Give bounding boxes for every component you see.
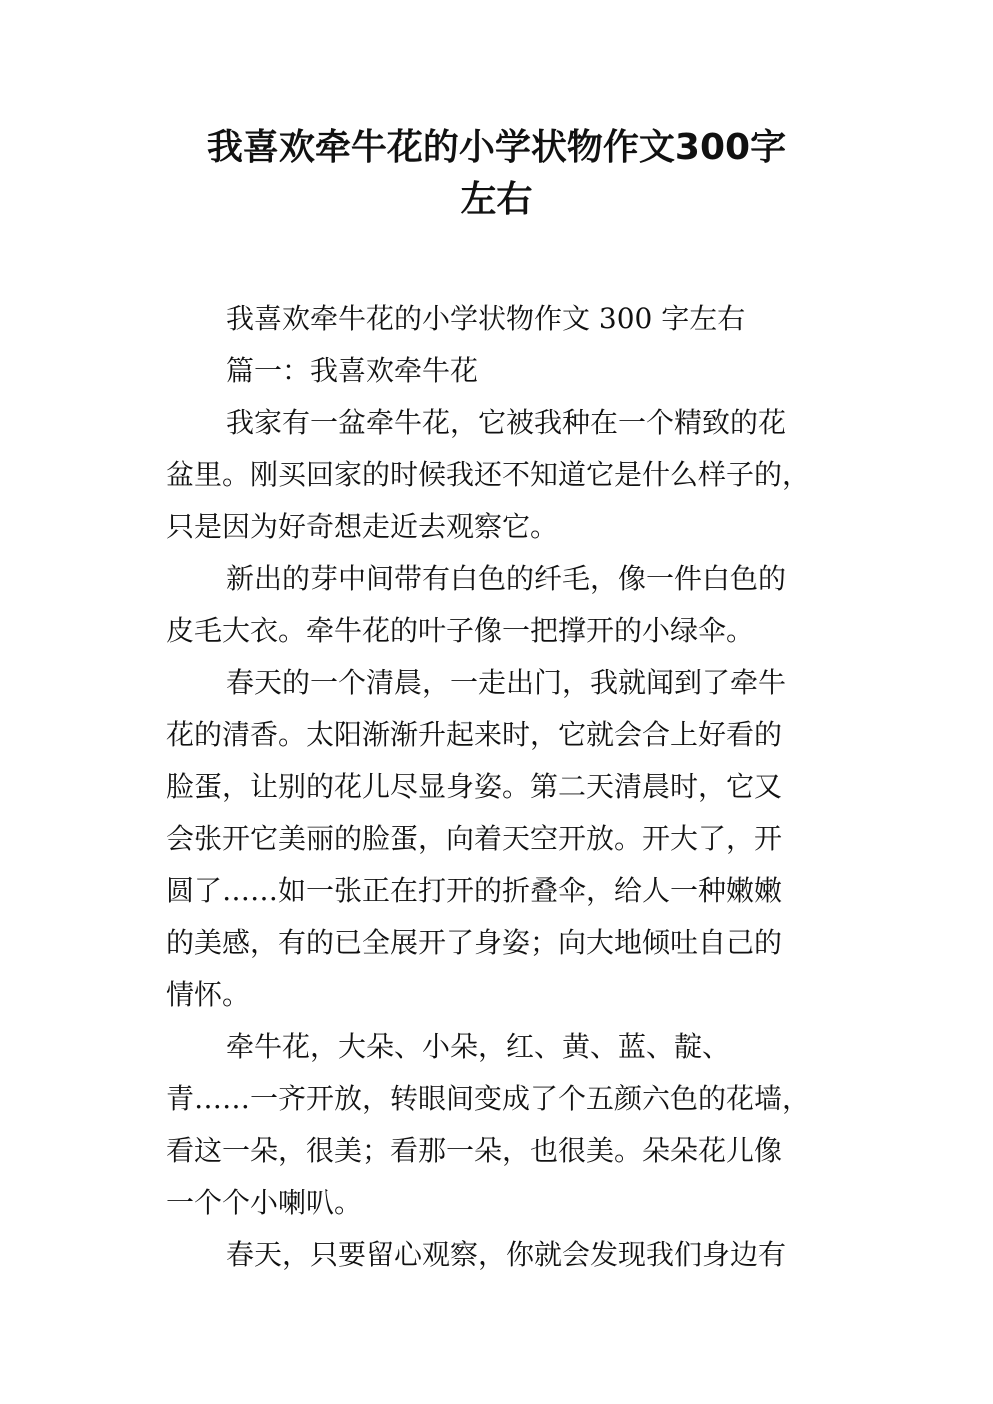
paragraph: [166, 397, 866, 553]
paragraph: [166, 1021, 866, 1229]
document-body: [166, 293, 866, 1281]
title-line: 我喜欢牵牛花的小学状物作文300字: [206, 127, 787, 168]
document-title: [0, 122, 993, 226]
paragraph-line: 新出的芽中间带有白色的纤毛，像一件白色的: [226, 562, 787, 595]
paragraph-line: 圆了……如一张正在打开的折叠伞，给人一种嫩嫩: [166, 874, 783, 907]
paragraph-line: 盆里。刚买回家的时候我还不知道它是什么样子的，: [166, 458, 811, 491]
paragraph-line: 我喜欢牵牛花的小学状物作文 300 字左右: [226, 302, 746, 335]
paragraph-line: 篇一：我喜欢牵牛花: [226, 354, 479, 387]
paragraph: [166, 1229, 866, 1281]
paragraph-line: 春天的一个清晨，一走出门，我就闻到了牵牛: [226, 666, 787, 699]
paragraph: [166, 657, 866, 1021]
paragraph-line: 花的清香。太阳渐渐升起来时，它就会合上好看的: [166, 718, 783, 751]
paragraph-line: 牵牛花，大朵、小朵，红、黄、蓝、靛、: [226, 1030, 731, 1063]
paragraph-line: 只是因为好奇想走近去观察它。: [166, 510, 559, 543]
paragraph-line: 情怀。: [166, 978, 251, 1011]
paragraph-line: 会张开它美丽的脸蛋，向着天空开放。开大了，开: [166, 822, 783, 855]
paragraph: [166, 293, 866, 345]
paragraph-line: 一个个小喇叭。: [166, 1186, 363, 1219]
paragraph-line: 脸蛋，让别的花儿尽显身姿。第二天清晨时，它又: [166, 770, 783, 803]
paragraph-line: 春天，只要留心观察，你就会发现我们身边有: [226, 1238, 787, 1271]
paragraph-line: 皮毛大衣。牵牛花的叶子像一把撑开的小绿伞。: [166, 614, 755, 647]
paragraph-line: 青……一齐开放，转眼间变成了个五颜六色的花墙，: [166, 1082, 811, 1115]
paragraph-line: 的美感，有的已全展开了身姿；向大地倾吐自己的: [166, 926, 783, 959]
paragraph: [166, 553, 866, 657]
paragraph: [166, 345, 866, 397]
title-line: 左右: [460, 179, 533, 220]
paragraph-line: 看这一朵，很美；看那一朵，也很美。朵朵花儿像: [166, 1134, 783, 1167]
paragraph-line: 我家有一盆牵牛花，它被我种在一个精致的花: [226, 406, 787, 439]
